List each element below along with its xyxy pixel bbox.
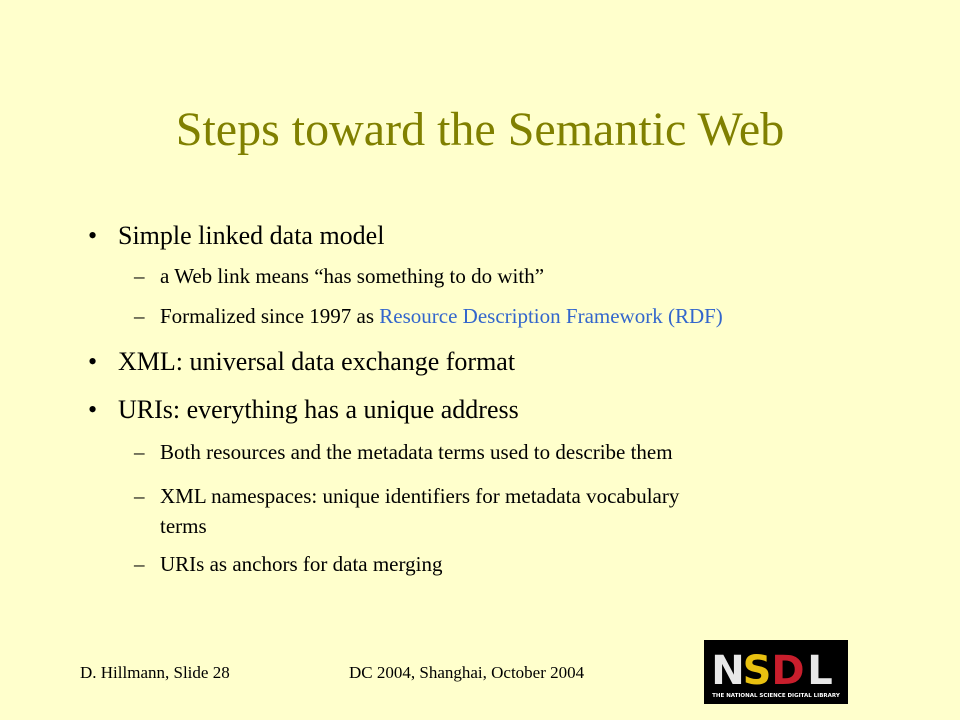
slide-title: Steps toward the Semantic Web [175, 103, 785, 156]
dash-marker: – [134, 484, 145, 508]
logo-letter-s: S [742, 648, 772, 694]
logo-letter-d: D [771, 648, 805, 694]
nsdl-logo [704, 640, 848, 704]
sub-bullet-namespaces [134, 482, 680, 510]
footer-event: DC 2004, Shanghai, October 2004 [349, 663, 585, 682]
sub-bullet-namespaces-continuation [160, 512, 207, 540]
dash-marker: – [134, 440, 145, 464]
dash-marker: – [134, 552, 145, 576]
bullet-item-linked-data [88, 220, 385, 252]
logo-tagline: THE NATIONAL SCIENCE DIGITAL LIBRARY [712, 693, 840, 699]
footer-author-slide: D. Hillmann, Slide 28 [80, 663, 230, 682]
sub-bullet-text: Both resources and the metadata terms used to describe them [160, 440, 673, 464]
logo-letter-n: N [711, 648, 745, 694]
dash-marker: – [134, 264, 145, 288]
bullet-marker: • [88, 221, 98, 250]
bullet-item-uris [88, 394, 519, 426]
logo-letter-l: L [807, 648, 833, 694]
bullet-text: URIs: everything has a unique address [118, 395, 519, 424]
rdf-link[interactable]: Resource Description Framework (RDF) [379, 304, 723, 328]
dash-marker: – [134, 304, 145, 328]
sub-bullet-rdf [134, 302, 723, 330]
bullet-text: Simple linked data model [118, 221, 385, 250]
bullet-item-xml [88, 346, 516, 378]
sub-bullet-text: a Web link means “has something to do with” [160, 264, 545, 288]
bullet-marker: • [88, 395, 98, 424]
sub-bullet-text: Formalized since 1997 as [160, 304, 380, 328]
sub-bullet-text: terms [160, 514, 207, 538]
sub-bullet-text: XML namespaces: unique identifiers for metadata vocabulary [160, 484, 680, 508]
sub-bullet-resources [134, 438, 673, 466]
bullet-text: XML: universal data exchange format [118, 347, 516, 376]
sub-bullet-anchors [134, 550, 443, 578]
sub-bullet-text: URIs as anchors for data merging [160, 552, 443, 576]
bullet-marker: • [88, 347, 98, 376]
sub-bullet-web-link [134, 262, 545, 290]
